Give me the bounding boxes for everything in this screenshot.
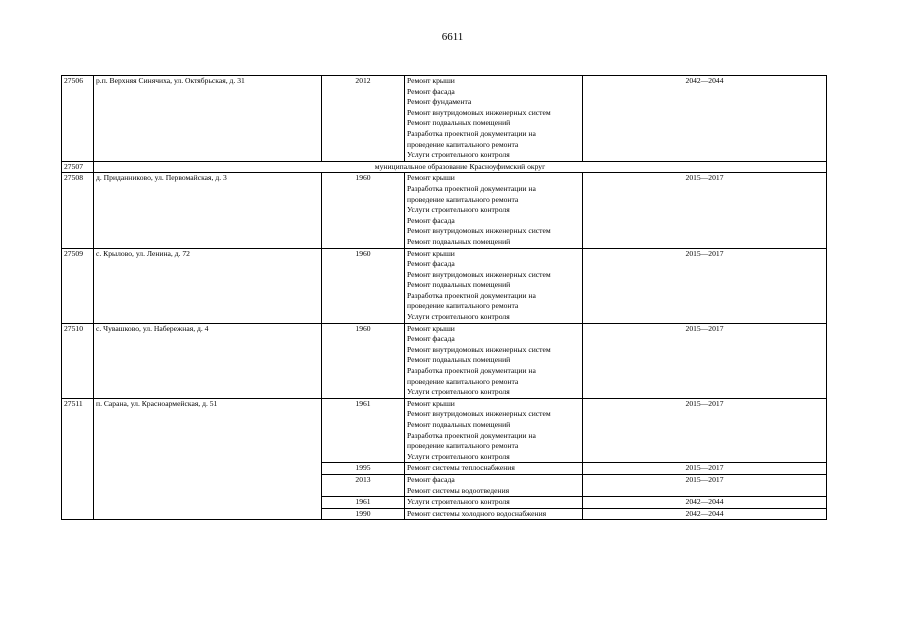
repair-work-item: Разработка проектной документации на [407, 290, 536, 300]
repair-work-item: Ремонт фасада [407, 334, 455, 344]
row-number: 27506 [62, 76, 94, 162]
building-address: р.п. Верхняя Синячиха, ул. Октябрьская, д. 31 [94, 76, 322, 162]
row-number: 27509 [62, 248, 94, 323]
repair-work-item: проведение капитального ремонта [407, 139, 519, 149]
repair-work-item: Услуги строительного контроля [407, 451, 510, 461]
repair-works-list [405, 323, 583, 398]
repair-works-list [405, 398, 583, 463]
repair-work-item: Ремонт крыши [407, 173, 455, 183]
repair-works-list [405, 497, 583, 509]
repair-period: 2015—2017 [583, 398, 827, 463]
repair-works-list [405, 173, 583, 248]
repair-work-item: Разработка проектной документации на [407, 183, 536, 193]
repair-period: 2015—2017 [583, 173, 827, 248]
building-address: п. Сарана, ул. Красноармейская, д. 51 [94, 398, 322, 520]
commissioning-year: 1960 [322, 248, 405, 323]
table-row [62, 398, 827, 463]
building-address: с. Крылово, ул. Ленина, д. 72 [94, 248, 322, 323]
repair-work-item: Ремонт системы водоотведения [407, 485, 510, 495]
repair-work-item: Ремонт подвальных помещений [407, 280, 511, 290]
commissioning-year: 1961 [322, 497, 405, 509]
repair-works-list [405, 248, 583, 323]
repair-work-item: проведение капитального ремонта [407, 376, 519, 386]
repair-period: 2015—2017 [583, 463, 827, 475]
repair-works-list [405, 463, 583, 475]
commissioning-year: 1960 [322, 173, 405, 248]
repair-work-item: Ремонт фундамента [407, 97, 472, 107]
repair-work-item: Ремонт крыши [407, 76, 455, 85]
repair-work-item: проведение капитального ремонта [407, 441, 519, 451]
municipality-row [62, 161, 827, 173]
repair-work-item: Ремонт внутридомовых инженерных систем [407, 107, 551, 117]
repair-work-item: Ремонт подвальных помещений [407, 236, 511, 246]
commissioning-year: 1995 [322, 463, 405, 475]
repair-work-item: Ремонт внутридомовых инженерных систем [407, 269, 551, 279]
repair-work-item: Ремонт фасада [407, 259, 455, 269]
repair-work-item: Услуги строительного контроля [407, 387, 510, 397]
row-number: 27508 [62, 173, 94, 248]
page-number: 6611 [441, 31, 464, 43]
repair-work-item: Ремонт подвальных помещений [407, 355, 511, 365]
row-number: 27510 [62, 323, 94, 398]
repair-works-list [405, 76, 583, 162]
repair-work-item: Услуги строительного контроля [407, 150, 510, 160]
repair-work-item: Разработка проектной документации на [407, 128, 536, 138]
repair-period: 2042—2044 [583, 76, 827, 162]
commissioning-year: 1990 [322, 508, 405, 520]
municipality-title: муниципальное образование Красноуфимский округ [94, 161, 827, 173]
repair-period: 2015—2017 [583, 323, 827, 398]
repair-work-item: Услуги строительного контроля [407, 312, 510, 322]
repair-work-item: Ремонт внутридомовых инженерных систем [407, 409, 551, 419]
repair-period: 2015—2017 [583, 474, 827, 496]
repair-works-list [405, 508, 583, 520]
repair-work-item: Ремонт внутридомовых инженерных систем [407, 344, 551, 354]
repair-work-item: проведение капитального ремонта [407, 301, 519, 311]
repair-period: 2042—2044 [583, 497, 827, 509]
building-address: с. Чувашково, ул. Набережная, д. 4 [94, 323, 322, 398]
repair-work-item: Ремонт крыши [407, 248, 455, 258]
table-row [62, 173, 827, 248]
repair-work-item: Разработка проектной документации на [407, 366, 536, 376]
repair-work-item: Ремонт фасада [407, 86, 455, 96]
repair-schedule-table [61, 75, 827, 520]
repair-work-item: Ремонт внутридомовых инженерных систем [407, 226, 551, 236]
repair-work-item: Ремонт крыши [407, 323, 455, 333]
repair-work-item: Ремонт подвальных помещений [407, 420, 511, 429]
repair-period: 2042—2044 [583, 508, 827, 520]
repair-work-item: Разработка проектной документации на [407, 430, 536, 440]
commissioning-year: 1960 [322, 323, 405, 398]
repair-work-item: Услуги строительного контроля [407, 205, 510, 215]
repair-work-item: Услуги строительного контроля [407, 497, 510, 507]
repair-work-item: Ремонт фасада [407, 215, 455, 225]
repair-work-item: Ремонт системы холодного водоснабжения [407, 508, 547, 518]
repair-works-list [405, 474, 583, 496]
row-number: 27511 [62, 398, 94, 520]
commissioning-year: 2013 [322, 474, 405, 496]
repair-work-item: Ремонт крыши [407, 398, 455, 408]
table-row [62, 76, 827, 162]
table-row [62, 323, 827, 398]
building-address: д. Приданниково, ул. Первомайская, д. 3 [94, 173, 322, 248]
repair-period: 2015—2017 [583, 248, 827, 323]
commissioning-year: 1961 [322, 398, 405, 463]
row-number: 27507 [62, 161, 94, 173]
table-row [62, 248, 827, 323]
commissioning-year: 2012 [322, 76, 405, 162]
repair-work-item: проведение капитального ремонта [407, 194, 519, 204]
repair-work-item: Ремонт системы теплоснабжения [407, 463, 515, 473]
repair-work-item: Ремонт подвальных помещений [407, 118, 511, 128]
table-body [62, 76, 827, 520]
repair-work-item: Ремонт фасада [407, 474, 455, 484]
